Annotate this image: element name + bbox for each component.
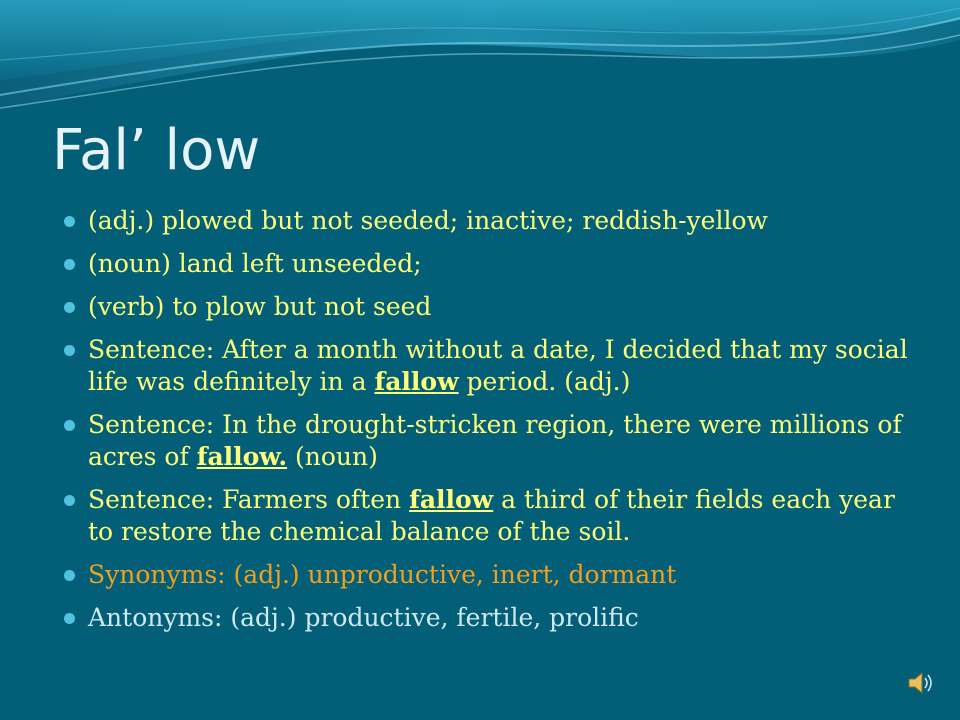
- speaker-icon[interactable]: [905, 668, 935, 698]
- bullet-text: (adj.) plowed but not seeded; inactive; reddish-yellow: [88, 206, 768, 235]
- bullet-dot-icon: [64, 420, 75, 431]
- definition-list: [58, 205, 918, 645]
- vocab-word: fallow: [409, 485, 494, 514]
- vocab-word: fallow.: [196, 442, 288, 471]
- bullet-text: (verb) to plow but not seed: [88, 292, 432, 321]
- bullet-item: [58, 559, 918, 591]
- bullet-text: Antonyms: (adj.) productive, fertile, prolific: [88, 603, 639, 632]
- bullet-dot-icon: [64, 613, 75, 624]
- bullet-dot-icon: [64, 259, 75, 270]
- bullet-text-tail: (noun): [287, 442, 378, 471]
- bullet-item: [58, 248, 918, 280]
- bullet-text: Sentence: After a month without a date, I decided that my social life was definitely in a: [88, 335, 908, 396]
- bullet-item: [58, 205, 918, 237]
- bullet-item: [58, 602, 918, 634]
- bullet-item: [58, 291, 918, 323]
- bullet-item: [58, 484, 918, 548]
- bullet-text: Sentence: Farmers often: [88, 485, 410, 514]
- bullet-dot-icon: [64, 302, 75, 313]
- bullet-text: Synonyms: (adj.) unproductive, inert, dormant: [88, 560, 677, 589]
- bullet-item: [58, 409, 918, 473]
- vocab-word: fallow: [374, 367, 459, 396]
- bullet-item: [58, 334, 918, 398]
- bullet-dot-icon: [64, 495, 75, 506]
- bullet-dot-icon: [64, 345, 75, 356]
- bullet-text-tail: a third of their fields each year to restore the chemical balance of the soil.: [88, 485, 895, 546]
- bullet-dot-icon: [64, 216, 75, 227]
- bullet-dot-icon: [64, 570, 75, 581]
- bullet-text: Sentence: In the drought-stricken region, there were millions of acres of: [88, 410, 902, 471]
- bullet-text-tail: period. (adj.): [458, 367, 631, 396]
- slide-title: Fal’ low: [52, 118, 261, 183]
- bullet-text: (noun) land left unseeded;: [88, 249, 422, 278]
